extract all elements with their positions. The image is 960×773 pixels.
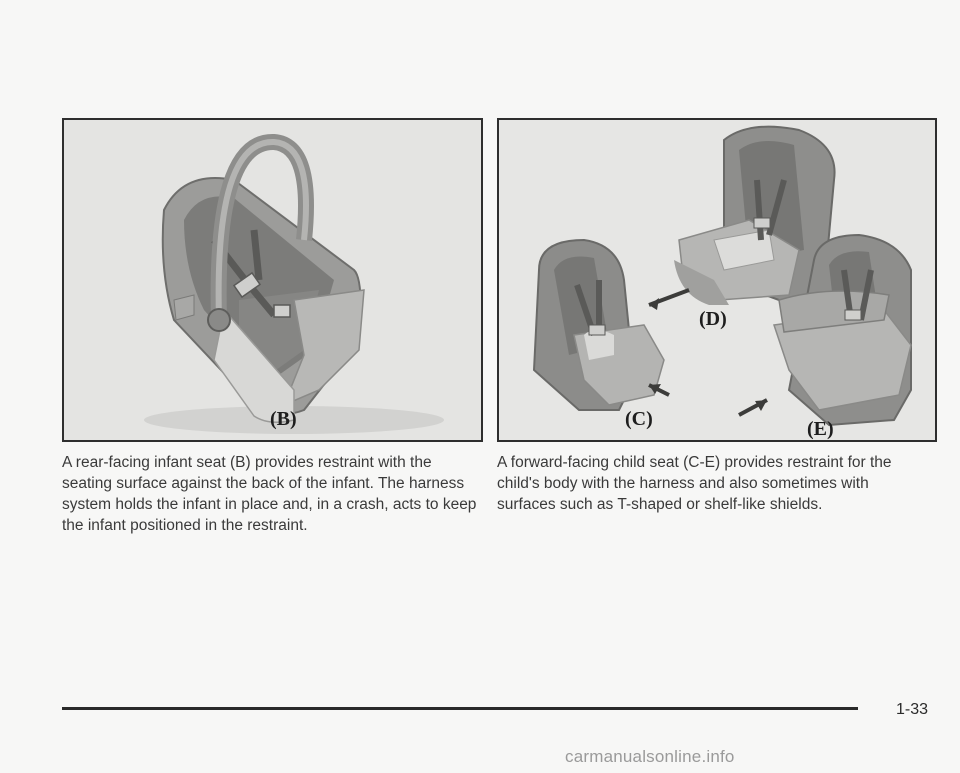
page-number: 1-33 bbox=[896, 701, 929, 718]
figure-label-b: (B) bbox=[270, 408, 297, 430]
figure-label-c: (C) bbox=[625, 408, 653, 430]
watermark: carmanualsonline.info bbox=[565, 747, 735, 766]
child-seats-drawing bbox=[499, 120, 935, 440]
child-seats-illustration bbox=[497, 118, 937, 442]
infant-seat-caption: A rear-facing infant seat (B) provides restraint with the seating surface against the back of the infant. The harness system holds the infant in place and, in a crash, acts to keep the infant positioned in the restraint. bbox=[62, 454, 477, 534]
footer-rule bbox=[62, 707, 858, 710]
figure-label-d: (D) bbox=[699, 308, 727, 330]
child-seat-caption: A forward-facing child seat (C-E) provides restraint for the child's body with the harness and also sometimes with surfaces such as T-shaped or shelf-like shields. bbox=[497, 454, 892, 513]
figure-label-e: (E) bbox=[807, 418, 834, 440]
infant-seat-drawing bbox=[64, 120, 481, 440]
infant-seat-illustration bbox=[62, 118, 483, 442]
